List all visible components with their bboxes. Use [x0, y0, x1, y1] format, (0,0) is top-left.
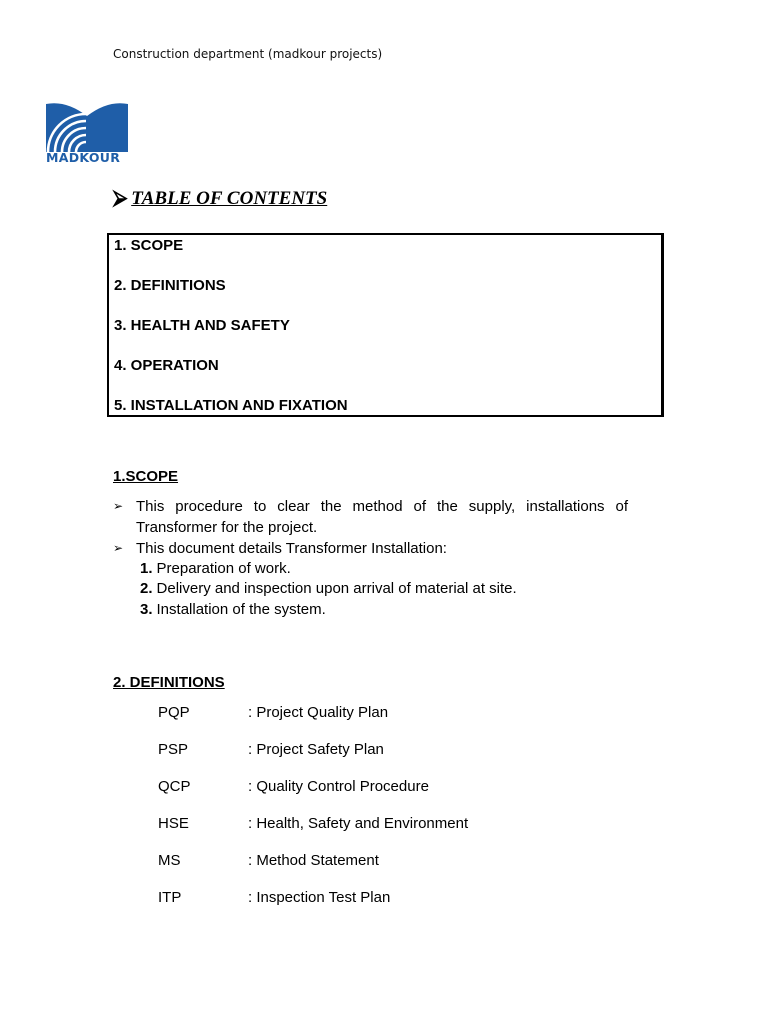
definition-meaning: : Health, Safety and Environment [248, 815, 469, 832]
toc-title [113, 187, 327, 210]
scope-step-number: 2. [140, 580, 153, 597]
scope-step-number: 3. [140, 601, 153, 618]
scope-bullet-1-line-1: This procedure to clear the method of the supply, installations of [136, 498, 628, 515]
definitions-heading: 2. DEFINITIONS [113, 674, 225, 691]
scope-step [140, 578, 517, 599]
scope-heading: 1.SCOPE [113, 468, 179, 485]
logo-text: MADKOUR [46, 150, 121, 165]
toc-item-scope: 1. SCOPE [114, 237, 184, 254]
toc-item-operation: 4. OPERATION [114, 357, 219, 374]
definition-row [158, 815, 468, 832]
bullet-arrow-icon: ➢ [113, 499, 124, 513]
scope-step [140, 599, 326, 620]
toc-item-definitions: 2. DEFINITIONS [114, 277, 226, 294]
scope-step-text: Installation of the system. [156, 601, 326, 618]
definition-meaning: : Quality Control Procedure [248, 778, 429, 795]
definition-abbr: PSP [158, 741, 189, 758]
scope-step-text: Preparation of work. [156, 560, 291, 577]
toc-title-text: TABLE OF CONTENTS [131, 187, 328, 209]
definition-abbr: HSE [158, 815, 189, 832]
definition-meaning: : Method Statement [248, 852, 379, 869]
scope-step-text: Delivery and inspection upon arrival of material at site. [156, 580, 517, 597]
definition-abbr: PQP [158, 704, 190, 721]
definition-row [158, 889, 390, 906]
scope-bullet-2 [113, 538, 628, 559]
definition-abbr: MS [158, 852, 181, 869]
definition-meaning: : Project Safety Plan [248, 741, 384, 758]
toc-item-health-safety: 3. HEALTH AND SAFETY [114, 317, 290, 334]
definition-abbr: ITP [158, 889, 182, 906]
scope-step-number: 1. [140, 560, 153, 577]
scope-bullet-2-text: This document details Transformer Installation: [136, 540, 447, 557]
definition-row [158, 778, 429, 795]
logo-mark-icon [46, 96, 128, 152]
toc-box [107, 233, 664, 417]
definition-abbr: QCP [158, 778, 191, 795]
madkour-logo [46, 96, 128, 166]
definition-meaning: : Project Quality Plan [248, 704, 389, 721]
definition-meaning: : Inspection Test Plan [248, 889, 391, 906]
scope-step [140, 558, 291, 579]
page-header: Construction department (madkour projects) [113, 47, 383, 61]
toc-item-installation: 5. INSTALLATION AND FIXATION [114, 397, 348, 414]
scope-bullet-1 [113, 496, 628, 538]
definition-row [158, 852, 379, 869]
bullet-arrow-icon: ➢ [113, 541, 124, 555]
arrow-bullet-icon: ⮚ [113, 187, 128, 209]
definition-row [158, 704, 388, 721]
scope-bullet-1-line-2: Transformer for the project. [136, 519, 318, 536]
definition-row [158, 741, 384, 758]
